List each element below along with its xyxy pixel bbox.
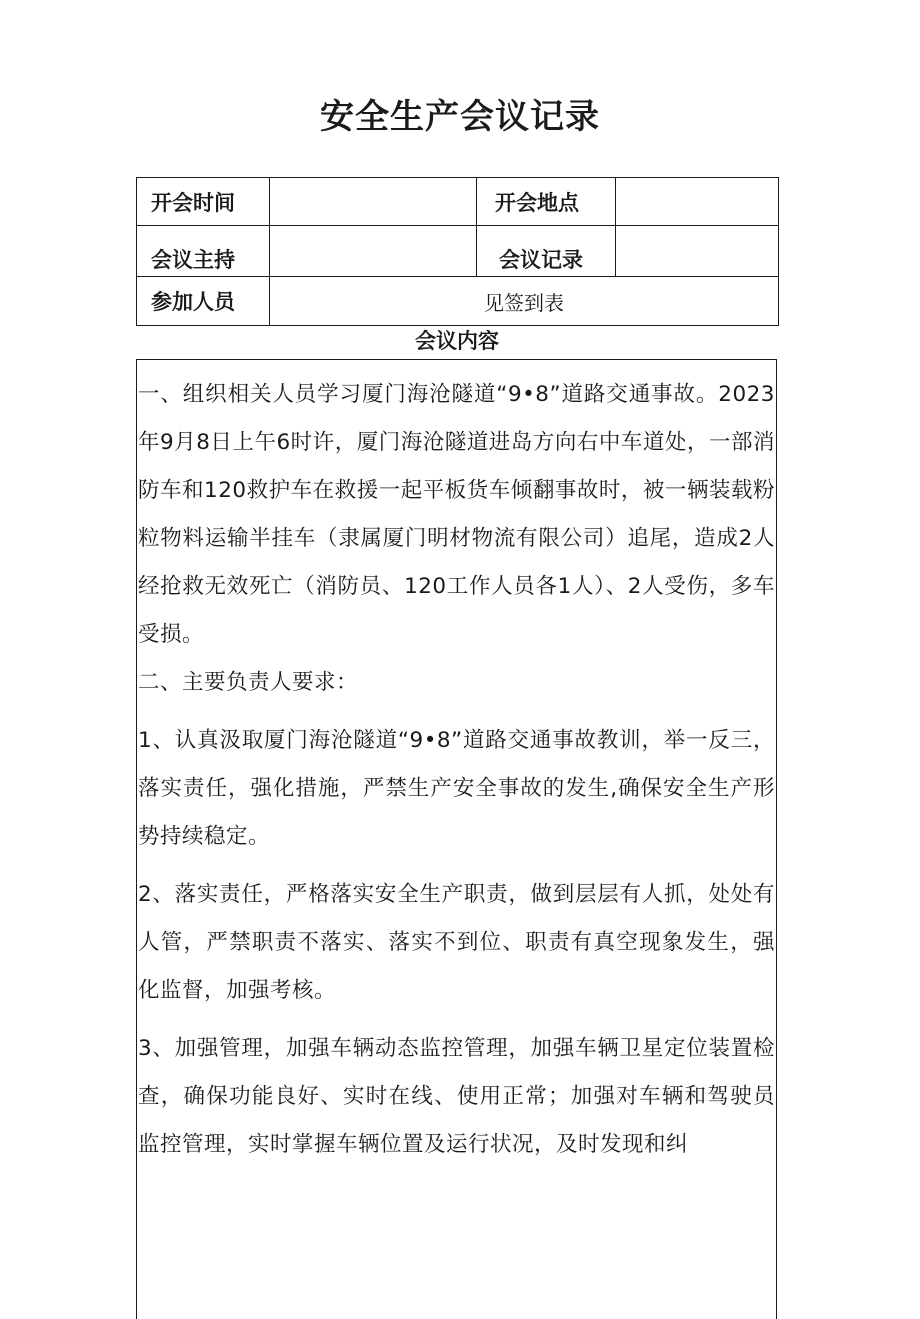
table-row: [137, 277, 779, 326]
meeting-content-body: [136, 371, 777, 1169]
content-paragraph-1: 一、组织相关人员学习厦门海沧隧道“9•8”道路交通事故。2023年9月8日上午6时许，厦门海沧隧道进岛方向右中车道处，一部消防车和120救护车在救援一起平板货车倾翻事故时，被一辆装载粉粒物料运输半挂车（隶属厦门明材物流有限公司）追尾，造成2人经抢救无效死亡（消防员、120工作人员各1人）、2人受伤，多车受损。: [138, 382, 775, 647]
attendees-label: 参加人员: [137, 277, 270, 326]
content-paragraph-2: 二、主要负责人要求：: [138, 670, 359, 695]
table-row: [137, 226, 779, 277]
meeting-place-label: 开会地点: [477, 178, 616, 226]
content-paragraph-3: 1、认真汲取厦门海沧隧道“9•8”道路交通事故教训，举一反三，落实责任，强化措施，严禁生产安全事故的发生,确保安全生产形势持续稳定。: [138, 728, 775, 849]
meeting-host-label: 会议主持: [137, 226, 270, 277]
meeting-content-heading: 会议内容: [415, 329, 499, 353]
meeting-info-table: [136, 177, 779, 326]
meeting-recorder-field[interactable]: [616, 226, 779, 277]
meeting-time-field[interactable]: [270, 178, 477, 226]
meeting-time-label: 开会时间: [137, 178, 270, 226]
meeting-recorder-label: 会议记录: [477, 226, 616, 277]
meeting-place-field[interactable]: [616, 178, 779, 226]
meeting-host-field[interactable]: [270, 226, 477, 277]
content-paragraph-4: 2、落实责任，严格落实安全生产职责，做到层层有人抓，处处有人管，严禁职责不落实、落实不到位、职责有真空现象发生，强化监督，加强考核。: [138, 882, 775, 1003]
content-paragraph-5: 3、加强管理，加强车辆动态监控管理，加强车辆卫星定位装置检查，确保功能良好、实时在线、使用正常；加强对车辆和驾驶员监控管理，实时掌握车辆位置及运行状况，及时发现和纠: [138, 1036, 775, 1157]
attendees-field[interactable]: 见签到表: [270, 277, 779, 326]
page-title: 安全生产会议记录: [320, 97, 600, 137]
table-row: [137, 178, 779, 226]
